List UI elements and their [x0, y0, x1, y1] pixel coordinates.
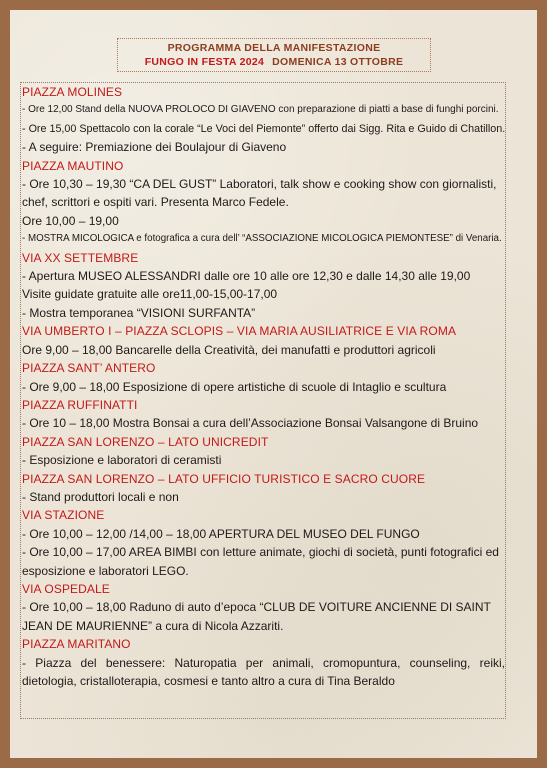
program-item: - Ore 10,00 – 18,00 Raduno di auto d’epoca “CLUB DE VOITURE ANCIENNE DI SAINT JEAN DE MAURIENNE” a cura di Nicola Azzariti.	[22, 600, 491, 633]
program-item: - Ore 15,00 Spettacolo con la corale “Le Voci del Piemonte” offerto dai Sigg. Rita e Guido di Chatillon.	[22, 122, 505, 135]
program-item: - Ore 10,00 – 12,00 /14,00 – 18,00 APERTURA DEL MUSEO DEL FUNGO	[22, 526, 420, 541]
place-heading: VIA UMBERTO I – PIAZZA SCLOPIS – VIA MARIA AUSILIATRICE E VIA ROMA	[22, 324, 457, 339]
program-item: - Esposizione e laboratori di ceramisti	[22, 453, 222, 468]
place-heading: PIAZZA SAN LORENZO – LATO UFFICIO TURISTICO E SACRO CUORE	[22, 471, 426, 486]
program-title-box	[117, 38, 431, 72]
event-name: FUNGO IN FESTA 2024	[144, 56, 265, 68]
place-heading: VIA OSPEDALE	[22, 581, 110, 596]
program-item: - Ore 10,30 – 19,30 “CA DEL GUST” Laboratori, talk show e cooking show con giornalisti, chef, scrittori e ospiti vari. Presenta Marco Fedele.	[22, 177, 497, 210]
event-date: DOMENICA 13 OTTOBRE	[272, 56, 404, 68]
place-heading: PIAZZA MARITANO	[22, 637, 131, 652]
place-heading: PIAZZA SANT’ ANTERO	[22, 361, 156, 376]
place-heading: PIAZZA SAN LORENZO – LATO UNICREDIT	[22, 434, 269, 449]
place-heading: PIAZZA MOLINES	[22, 85, 123, 99]
program-item: Ore 9,00 – 18,00 Bancarelle della Creatività, dei manufatti e produttori agricoli	[22, 342, 436, 357]
program-title: PROGRAMMA DELLA MANIFESTAZIONE	[167, 42, 381, 54]
program-item: Ore 10,00 – 19,00	[22, 213, 119, 228]
program-item: - Ore 10,00 – 17,00 AREA BIMBI con letture animate, giochi di società, punti fotografici ed esposizione e laboratori LEGO.	[22, 545, 499, 578]
program-item: - MOSTRA MICOLOGICA e fotografica a cura dell’ “ASSOCIAZIONE MICOLOGICA PIEMONTESE” di Venaria.	[22, 233, 502, 245]
program-item: - Apertura MUSEO ALESSANDRI dalle ore 10 alle ore 12,30 e dalle 14,30 alle 19,00	[22, 269, 471, 284]
place-heading: PIAZZA RUFFINATTI	[22, 397, 138, 412]
program-list	[20, 82, 506, 719]
program-item: Visite guidate gratuite alle ore11,00-15,00-17,00	[22, 287, 278, 302]
program-item: - Mostra temporanea “VISIONI SURFANTA”	[22, 305, 256, 320]
program-item: - A seguire: Premiazione dei Boulajour di Giaveno	[22, 140, 287, 155]
event-subtitle	[118, 55, 430, 69]
program-item: - Piazza del benessere: Naturopatia per animali, cromopuntura, counseling, reiki, dietologia, cristalloterapia, cosmesi e tanto altro a cura di Tina Beraldo	[22, 655, 505, 688]
program-item: - Ore 9,00 – 18,00 Esposizione di opere artistiche di scuole di Intaglio e scultura	[22, 379, 447, 394]
place-heading: VIA STAZIONE	[22, 508, 105, 523]
program-item: - Ore 10 – 18,00 Mostra Bonsai a cura dell’Associazione Bonsai Valsangone di Bruino	[22, 416, 479, 431]
program-item: - Stand produttori locali e non	[22, 489, 179, 504]
place-heading: VIA XX SETTEMBRE	[22, 250, 139, 265]
place-heading: PIAZZA MAUTINO	[22, 158, 124, 173]
program-item: - Ore 12,00 Stand della NUOVA PROLOCO DI GIAVENO con preparazione di piatti a base di funghi porcini.	[22, 104, 499, 116]
